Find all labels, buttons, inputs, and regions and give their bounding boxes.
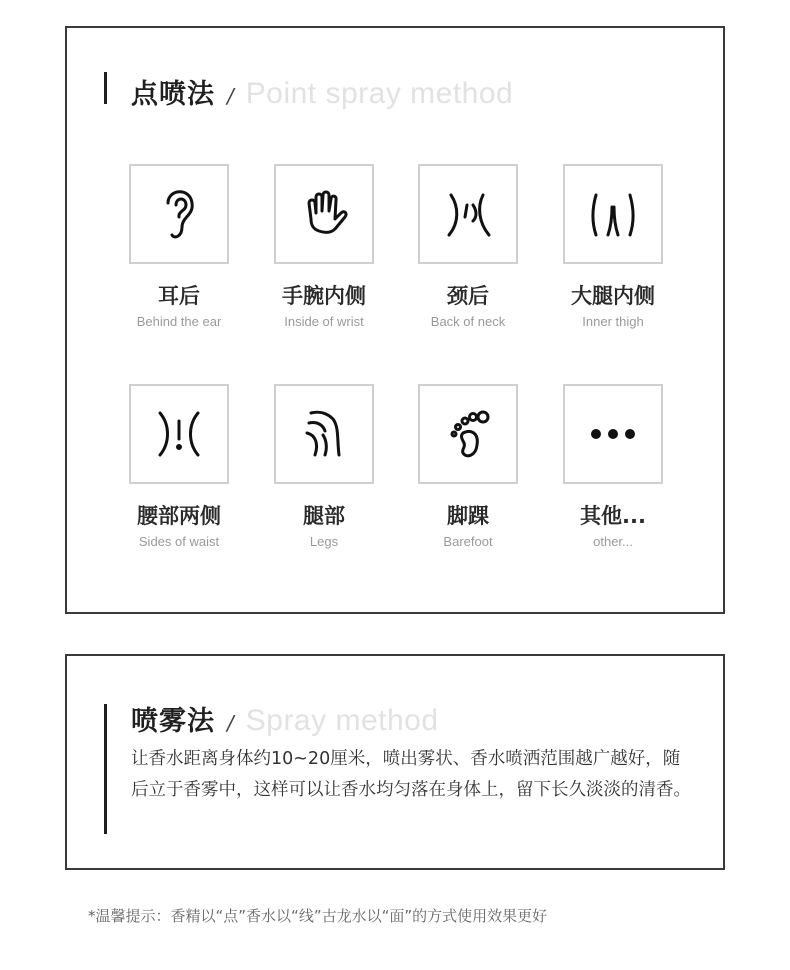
- title-accent-bar: [104, 72, 107, 104]
- item-label-en: Behind the ear: [136, 314, 222, 329]
- point-spray-panel: [65, 26, 725, 614]
- item-label-en: Inside of wrist: [284, 314, 364, 329]
- item-label-cn: 其他...: [580, 504, 646, 528]
- title-slash: /: [227, 711, 234, 735]
- item-label-en: Legs: [309, 534, 339, 549]
- legs-icon: [274, 384, 374, 484]
- title-cn: 点喷法: [131, 79, 215, 110]
- item-label-cn: 腰部两侧: [137, 504, 221, 528]
- item-label-en: other...: [593, 534, 633, 549]
- item-label-en: Barefoot: [443, 534, 493, 549]
- item-label-cn: 大腿内侧: [571, 284, 655, 308]
- item-label-en: Inner thigh: [582, 314, 644, 329]
- section-title: [131, 72, 513, 111]
- spray-description: 让香水距离身体约10~20厘米，喷出雾状、香水喷洒范围越广越好，随后立于香雾中，这样可以让香水均匀落在身体上，留下长久淡淡的清香。: [131, 749, 691, 800]
- item-label-cn: 耳后: [158, 284, 200, 308]
- item-label-en: Back of neck: [430, 314, 506, 329]
- thigh-icon: [563, 164, 663, 264]
- title-slash: /: [227, 84, 234, 108]
- item-label-cn: 手腕内侧: [282, 284, 366, 308]
- ear-icon: [129, 164, 229, 264]
- item-label-cn: 脚踝: [447, 504, 489, 528]
- foot-icon: [418, 384, 518, 484]
- title-cn: 喷雾法: [131, 706, 215, 737]
- title-en: Spray method: [245, 704, 439, 737]
- spray-method-panel: [65, 654, 725, 870]
- item-label-cn: 腿部: [303, 504, 345, 528]
- item-label-cn: 颈后: [447, 284, 489, 308]
- waist-icon: [129, 384, 229, 484]
- section-title: [131, 699, 439, 738]
- more-dots-icon: [563, 384, 663, 484]
- item-label-en: Sides of waist: [138, 534, 220, 549]
- usage-tip: *温馨提示：香精以“点”香水以“线”古龙水以“面”的方式使用效果更好: [88, 907, 548, 925]
- description-accent-bar: [104, 704, 107, 834]
- title-en: Point spray method: [245, 77, 514, 110]
- hand-icon: [274, 164, 374, 264]
- neck-icon: [418, 164, 518, 264]
